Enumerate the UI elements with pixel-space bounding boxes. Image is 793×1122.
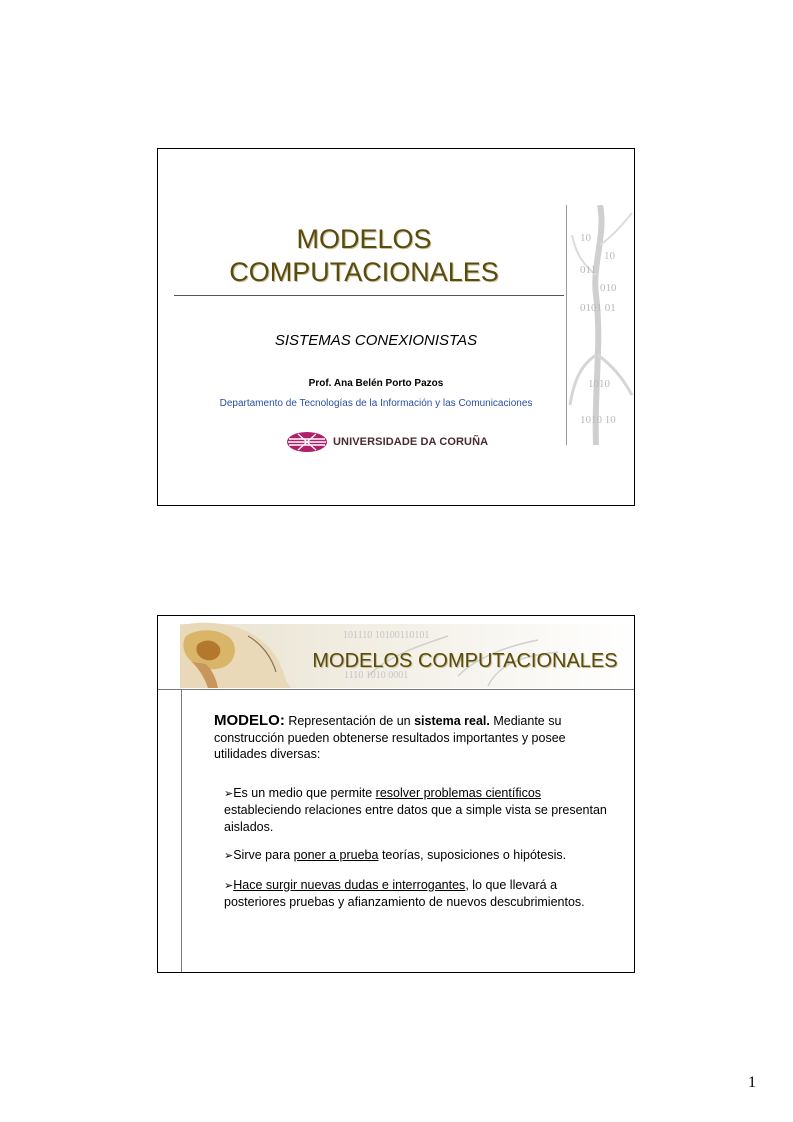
- bullet-text: Es un medio que permite: [233, 785, 376, 800]
- binary-text: 0101 01: [580, 302, 616, 314]
- professor-name: Prof. Ana Belén Porto Pazos: [308, 378, 444, 389]
- university-emblem-icon: [286, 431, 328, 453]
- title-slide: [157, 148, 635, 506]
- slide-title: [178, 223, 550, 289]
- list-item: [224, 847, 614, 865]
- bullet-text: estableciendo relaciones entre datos que a simple vista se presentan aislados.: [224, 803, 607, 834]
- university-logo-text: UNIVERSIDADE DA CORUÑA: [333, 436, 489, 448]
- binary-text: 010: [600, 282, 617, 294]
- slide-body: [214, 713, 614, 923]
- binary-text: 101110 10100110101: [343, 630, 430, 641]
- list-item: [224, 877, 614, 911]
- arrow-bullet-icon: ➢: [224, 850, 234, 862]
- title-line-1: MODELOS: [296, 224, 432, 254]
- bullet-text: , lo que llevará a posteriores pruebas y afianzamiento de nuevos descubrimientos.: [224, 877, 585, 909]
- bullet-emphasis: resolver problemas científicos: [375, 785, 542, 800]
- arrow-bullet-icon: ➢: [224, 879, 234, 892]
- arrow-bullet-icon: ➢: [224, 787, 234, 800]
- slide-subtitle: SISTEMAS CONEXIONISTAS: [274, 332, 478, 349]
- definition-emphasis: sistema real.: [414, 714, 490, 728]
- bullet-emphasis: poner a prueba: [293, 848, 379, 862]
- binary-text: 10: [604, 250, 615, 262]
- term-label: MODELO: [214, 712, 280, 729]
- list-item: [224, 785, 614, 836]
- definition-text: Representación de un: [284, 714, 415, 728]
- title-divider: [174, 295, 564, 296]
- bullet-text: Sirve para: [233, 848, 294, 862]
- title-line-2: COMPUTACIONALES: [229, 257, 499, 287]
- page-number: 1: [748, 1074, 756, 1091]
- department-name: Departamento de Tecnologías de la Información y las Comunicaciones: [219, 398, 533, 409]
- binary-text: 1010: [588, 378, 610, 390]
- content-slide: [157, 615, 635, 973]
- bullet-list: [224, 785, 614, 911]
- bullet-text: teorías, suposiciones o hipótesis.: [378, 848, 567, 862]
- margin-divider: [181, 689, 182, 973]
- slide-title: MODELOS COMPUTACIONALES: [312, 650, 618, 672]
- bullet-emphasis: Hace surgir nuevas dudas e interrogantes: [233, 877, 466, 892]
- university-logo: [286, 431, 488, 453]
- binary-text: 011: [580, 264, 597, 276]
- definition-text: Mediante su construcción pueden obtenerse resultados importantes y posee utilidades diversas:: [214, 714, 566, 761]
- definition-paragraph: [214, 713, 614, 763]
- binary-text: 1010 10: [580, 414, 616, 426]
- binary-text: 1110 1010 0001: [344, 670, 409, 681]
- header-divider: [158, 689, 635, 690]
- binary-tree-decoration: [566, 205, 635, 445]
- binary-text: 10: [580, 232, 591, 244]
- term-colon: :: [279, 712, 285, 729]
